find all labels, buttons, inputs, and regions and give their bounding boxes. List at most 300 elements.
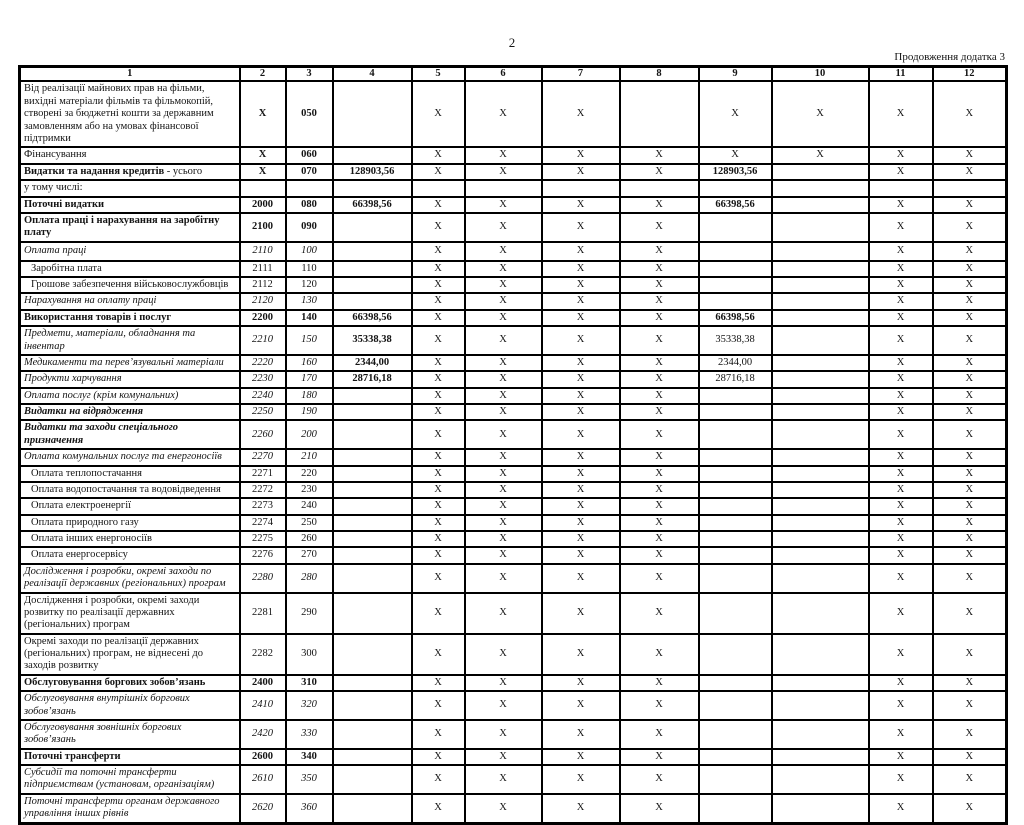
empty-cell — [772, 720, 869, 749]
x-mark-cell: X — [465, 749, 542, 765]
x-mark-cell: X — [542, 593, 620, 634]
line-code-cell: 330 — [286, 720, 333, 749]
x-mark-cell: X — [620, 355, 699, 371]
table-row — [20, 634, 1007, 675]
kekv-code-cell: 2275 — [240, 531, 286, 547]
x-mark-cell: X — [465, 420, 542, 449]
x-mark-cell: X — [465, 293, 542, 309]
x-mark-cell: X — [542, 355, 620, 371]
x-mark-cell: X — [620, 634, 699, 675]
empty-cell — [699, 293, 772, 309]
x-mark-cell: X — [465, 498, 542, 514]
x-mark-cell: X — [412, 261, 465, 277]
table-row — [20, 355, 1007, 371]
kekv-code-cell: 2281 — [240, 593, 286, 634]
row-label: Продукти харчування — [20, 371, 240, 387]
x-mark-cell: X — [542, 293, 620, 309]
table-row — [20, 261, 1007, 277]
table-row — [20, 498, 1007, 514]
row-label: Обслуговування боргових зобов’язань — [20, 675, 240, 691]
row-label: Оплата водопостачання та водовідведення — [20, 482, 240, 498]
kekv-code-cell: 2276 — [240, 547, 286, 563]
x-mark-cell: X — [465, 675, 542, 691]
x-mark-cell: X — [542, 147, 620, 163]
x-mark-cell: X — [869, 531, 933, 547]
x-mark-cell: X — [412, 466, 465, 482]
empty-cell — [699, 675, 772, 691]
x-mark-cell: X — [933, 261, 1007, 277]
x-mark-cell: X — [542, 388, 620, 404]
value-cell: 28716,18 — [699, 371, 772, 387]
x-mark-cell: X — [412, 675, 465, 691]
x-mark-cell: X — [620, 691, 699, 720]
x-mark-cell: X — [542, 547, 620, 563]
x-mark-cell: X — [620, 482, 699, 498]
row-label: Оплата інших енергоносіїв — [20, 531, 240, 547]
x-mark-cell: X — [869, 420, 933, 449]
x-mark-cell: X — [465, 765, 542, 794]
x-mark-cell: X — [542, 720, 620, 749]
empty-cell — [699, 242, 772, 261]
empty-cell — [772, 498, 869, 514]
x-mark-cell: X — [620, 720, 699, 749]
x-mark-cell: X — [542, 531, 620, 547]
table-row — [20, 404, 1007, 420]
x-mark-cell: X — [465, 326, 542, 355]
x-mark-cell: X — [933, 466, 1007, 482]
x-mark-cell: X — [933, 147, 1007, 163]
x-mark-cell: X — [620, 765, 699, 794]
x-mark-cell: X — [542, 564, 620, 593]
x-mark-cell: X — [542, 482, 620, 498]
empty-cell — [699, 531, 772, 547]
empty-cell — [772, 261, 869, 277]
line-code-cell: 060 — [286, 147, 333, 163]
table-row — [20, 515, 1007, 531]
empty-cell — [772, 634, 869, 675]
empty-cell — [699, 420, 772, 449]
x-mark-cell: X — [542, 794, 620, 823]
continuation-note: Продовження додатка 3 — [894, 51, 1005, 63]
x-mark-cell: X — [933, 675, 1007, 691]
value-cell: 2344,00 — [333, 355, 412, 371]
x-mark-cell: X — [465, 593, 542, 634]
x-mark-cell: X — [933, 482, 1007, 498]
x-mark-cell: X — [465, 564, 542, 593]
x-mark-cell: X — [933, 794, 1007, 823]
x-mark-cell: X — [933, 720, 1007, 749]
empty-cell — [772, 691, 869, 720]
empty-cell — [333, 242, 412, 261]
table-row — [20, 326, 1007, 355]
empty-cell — [699, 213, 772, 242]
line-code-cell: 050 — [286, 81, 333, 147]
x-mark-cell: X — [465, 691, 542, 720]
empty-cell — [699, 794, 772, 823]
table-row — [20, 593, 1007, 634]
empty-cell — [699, 634, 772, 675]
x-mark-cell: X — [412, 293, 465, 309]
x-mark-cell: X — [869, 371, 933, 387]
empty-cell — [772, 213, 869, 242]
x-mark-cell: X — [869, 242, 933, 261]
empty-cell — [772, 593, 869, 634]
row-label: Використання товарів і послуг — [20, 310, 240, 326]
x-mark-cell: X — [412, 749, 465, 765]
empty-cell — [333, 531, 412, 547]
empty-cell — [620, 180, 699, 196]
x-mark-cell: X — [933, 404, 1007, 420]
x-mark-cell: X — [620, 371, 699, 387]
kekv-code-cell: 2250 — [240, 404, 286, 420]
x-mark-cell: X — [412, 404, 465, 420]
page-number: 2 — [508, 35, 516, 50]
table-row — [20, 277, 1007, 293]
table-row — [20, 765, 1007, 794]
x-mark-cell: X — [869, 749, 933, 765]
x-mark-cell: X — [542, 310, 620, 326]
table-row — [20, 691, 1007, 720]
x-mark-cell: X — [412, 482, 465, 498]
line-code-cell: 140 — [286, 310, 333, 326]
x-mark-cell: X — [412, 531, 465, 547]
line-code-cell: 100 — [286, 242, 333, 261]
x-mark-cell: X — [465, 197, 542, 213]
value-cell: 28716,18 — [333, 371, 412, 387]
row-label: Обслуговування зовнішніх боргових зобов’язань — [20, 720, 240, 749]
budget-table-body — [20, 81, 1007, 823]
table-row — [20, 794, 1007, 823]
empty-cell — [699, 765, 772, 794]
row-label: у тому числі: — [20, 180, 240, 196]
row-label: Поточні видатки — [20, 197, 240, 213]
row-label: Видатки на відрядження — [20, 404, 240, 420]
x-mark-cell: X — [620, 466, 699, 482]
kekv-code-cell: 2410 — [240, 691, 286, 720]
row-label: Оплата енергосервісу — [20, 547, 240, 563]
x-mark-cell: X — [620, 547, 699, 563]
row-label: Окремі заходи по реалізації державних (регіональних) програм, не віднесені до заходів розвитку — [20, 634, 240, 675]
x-mark-cell: X — [542, 449, 620, 465]
x-mark-cell: X — [542, 404, 620, 420]
table-row — [20, 388, 1007, 404]
empty-cell — [333, 147, 412, 163]
line-code-cell: 150 — [286, 326, 333, 355]
empty-cell — [333, 277, 412, 293]
kekv-code-cell: 2280 — [240, 564, 286, 593]
x-mark-cell: X — [465, 482, 542, 498]
x-mark-cell: X — [869, 293, 933, 309]
empty-cell — [699, 593, 772, 634]
empty-cell — [772, 242, 869, 261]
row-label: Оплата природного газу — [20, 515, 240, 531]
x-mark-cell: X — [620, 147, 699, 163]
empty-cell — [699, 749, 772, 765]
x-mark-cell: X — [869, 515, 933, 531]
row-label: Дослідження і розробки, окремі заходи по реалізації державних (регіональних) програм — [20, 564, 240, 593]
empty-cell — [772, 326, 869, 355]
x-mark-cell: X — [412, 420, 465, 449]
x-mark-cell: X — [869, 277, 933, 293]
kekv-code-cell: 2112 — [240, 277, 286, 293]
x-mark-cell: X — [869, 547, 933, 563]
x-mark-cell: X — [933, 515, 1007, 531]
empty-cell — [542, 180, 620, 196]
line-code-cell: 260 — [286, 531, 333, 547]
empty-cell — [772, 482, 869, 498]
empty-cell — [772, 197, 869, 213]
line-code-cell: 130 — [286, 293, 333, 309]
x-mark-cell: X — [869, 564, 933, 593]
line-code-cell: 360 — [286, 794, 333, 823]
column-number-cell: 9 — [699, 67, 772, 82]
row-label: Від реалізації майнових прав на фільми, вихідні матеріали фільмів та фільмокопій, створені за бюджетні кошти за державним замовленням або на умовах фінансової підтримки — [20, 81, 240, 147]
x-mark-cell: X — [620, 197, 699, 213]
kekv-code-cell: 2271 — [240, 466, 286, 482]
x-mark-cell: X — [869, 634, 933, 675]
x-mark-cell: X — [620, 564, 699, 593]
kekv-code-cell: 2273 — [240, 498, 286, 514]
x-mark-cell: X — [869, 326, 933, 355]
line-code-cell: 250 — [286, 515, 333, 531]
value-cell: 35338,38 — [333, 326, 412, 355]
empty-cell — [699, 277, 772, 293]
x-mark-cell: X — [869, 466, 933, 482]
x-mark-cell: X — [620, 420, 699, 449]
x-mark-cell: X — [933, 277, 1007, 293]
x-mark-cell: X — [412, 388, 465, 404]
kekv-code-cell: 2282 — [240, 634, 286, 675]
value-cell: 128903,56 — [333, 164, 412, 180]
empty-cell — [772, 564, 869, 593]
budget-table — [18, 65, 1008, 825]
x-mark-cell: X — [933, 765, 1007, 794]
empty-cell — [699, 720, 772, 749]
value-cell: 66398,56 — [333, 310, 412, 326]
empty-cell — [333, 515, 412, 531]
x-mark-cell: X — [620, 794, 699, 823]
x-mark-cell: X — [542, 164, 620, 180]
x-mark-cell: X — [933, 498, 1007, 514]
kekv-code-cell — [240, 180, 286, 196]
line-code-cell: 350 — [286, 765, 333, 794]
column-number-cell: 6 — [465, 67, 542, 82]
x-mark-cell: X — [869, 449, 933, 465]
table-row — [20, 531, 1007, 547]
column-number-cell: 5 — [412, 67, 465, 82]
column-number-cell: 11 — [869, 67, 933, 82]
x-mark-cell: X — [699, 147, 772, 163]
kekv-code-cell: 2000 — [240, 197, 286, 213]
x-mark-cell: X — [465, 404, 542, 420]
value-cell: 35338,38 — [699, 326, 772, 355]
empty-cell — [333, 81, 412, 147]
x-mark-cell: X — [412, 277, 465, 293]
row-label: Медикаменти та перев’язувальні матеріали — [20, 355, 240, 371]
table-row — [20, 466, 1007, 482]
x-mark-cell: X — [869, 765, 933, 794]
x-mark-cell: X — [620, 326, 699, 355]
column-number-cell: 7 — [542, 67, 620, 82]
x-mark-cell: X — [869, 593, 933, 634]
x-mark-cell: X — [869, 261, 933, 277]
x-mark-cell: X — [933, 326, 1007, 355]
table-row — [20, 564, 1007, 593]
empty-cell — [465, 180, 542, 196]
x-mark-cell: X — [933, 420, 1007, 449]
table-row — [20, 749, 1007, 765]
x-mark-cell: X — [412, 634, 465, 675]
line-code-cell: 300 — [286, 634, 333, 675]
x-mark-cell: X — [542, 466, 620, 482]
x-mark-cell: X — [869, 355, 933, 371]
row-label: Предмети, матеріали, обладнання та інвентар — [20, 326, 240, 355]
row-label: Грошове забезпечення військовослужбовців — [20, 277, 240, 293]
x-mark-cell: X — [933, 242, 1007, 261]
empty-cell — [772, 371, 869, 387]
table-row — [20, 242, 1007, 261]
x-mark-cell: X — [869, 388, 933, 404]
empty-cell — [620, 81, 699, 147]
empty-cell — [772, 749, 869, 765]
kekv-code-cell: 2270 — [240, 449, 286, 465]
x-mark-cell: X — [869, 691, 933, 720]
empty-cell — [772, 547, 869, 563]
x-mark-cell: X — [620, 449, 699, 465]
x-mark-cell: X — [412, 720, 465, 749]
value-cell: 66398,56 — [699, 310, 772, 326]
x-mark-cell: X — [620, 515, 699, 531]
kekv-code-cell: 2600 — [240, 749, 286, 765]
x-mark-cell: X — [542, 515, 620, 531]
value-cell: 2344,00 — [699, 355, 772, 371]
column-number-cell: 8 — [620, 67, 699, 82]
kekv-code-cell: 2220 — [240, 355, 286, 371]
x-mark-cell: X — [933, 81, 1007, 147]
x-mark-cell: X — [542, 261, 620, 277]
empty-cell — [772, 449, 869, 465]
empty-cell — [772, 531, 869, 547]
x-mark-cell: X — [465, 164, 542, 180]
kekv-code-cell: 2272 — [240, 482, 286, 498]
row-label: Оплата теплопостачання — [20, 466, 240, 482]
x-mark-cell: X — [869, 498, 933, 514]
x-mark-cell: X — [933, 634, 1007, 675]
kekv-code-cell: 2100 — [240, 213, 286, 242]
empty-cell — [333, 420, 412, 449]
empty-cell — [699, 404, 772, 420]
line-code-cell: 230 — [286, 482, 333, 498]
empty-cell — [772, 420, 869, 449]
empty-cell — [333, 720, 412, 749]
x-mark-cell: X — [620, 675, 699, 691]
x-mark-cell: X — [933, 355, 1007, 371]
kekv-code-cell: 2230 — [240, 371, 286, 387]
empty-cell — [333, 482, 412, 498]
table-row — [20, 164, 1007, 180]
x-mark-cell: X — [542, 691, 620, 720]
row-label: Видатки та надання кредитів - усього — [20, 164, 240, 180]
table-row — [20, 310, 1007, 326]
empty-cell — [333, 180, 412, 196]
x-mark-cell: X — [412, 197, 465, 213]
x-mark-cell: X — [933, 310, 1007, 326]
empty-cell — [699, 564, 772, 593]
row-label: Поточні трансферти органам державного управління інших рівнів — [20, 794, 240, 823]
kekv-code-cell: 2420 — [240, 720, 286, 749]
empty-cell — [699, 691, 772, 720]
empty-cell — [699, 498, 772, 514]
x-mark-cell: X — [933, 691, 1007, 720]
row-label: Субсидії та поточні трансферти підприємствам (установам, організаціям) — [20, 765, 240, 794]
line-code-cell: 340 — [286, 749, 333, 765]
row-label: Дослідження і розробки, окремі заходи розвитку по реалізації державних (регіональних) програм — [20, 593, 240, 634]
kekv-code-cell: 2274 — [240, 515, 286, 531]
empty-cell — [933, 180, 1007, 196]
empty-cell — [333, 404, 412, 420]
x-mark-cell: X — [412, 213, 465, 242]
row-label: Фінансування — [20, 147, 240, 163]
empty-cell — [333, 794, 412, 823]
x-mark-cell: X — [412, 515, 465, 531]
empty-cell — [333, 449, 412, 465]
column-number-cell: 1 — [20, 67, 240, 82]
line-code-cell: 120 — [286, 277, 333, 293]
empty-cell — [772, 180, 869, 196]
kekv-code-cell: 2110 — [240, 242, 286, 261]
x-mark-cell: X — [412, 355, 465, 371]
x-mark-cell: X — [620, 277, 699, 293]
table-row — [20, 675, 1007, 691]
x-mark-cell: X — [869, 197, 933, 213]
row-label: Поточні трансферти — [20, 749, 240, 765]
empty-cell — [772, 515, 869, 531]
x-mark-cell: X — [869, 482, 933, 498]
kekv-code-cell: 2260 — [240, 420, 286, 449]
empty-cell — [333, 466, 412, 482]
x-mark-cell: X — [412, 371, 465, 387]
x-mark-cell: X — [412, 242, 465, 261]
empty-cell — [333, 765, 412, 794]
kekv-code-cell: X — [240, 164, 286, 180]
x-mark-cell: X — [620, 261, 699, 277]
x-mark-cell: X — [933, 547, 1007, 563]
column-number-cell: 10 — [772, 67, 869, 82]
x-mark-cell: X — [542, 197, 620, 213]
line-code-cell: 090 — [286, 213, 333, 242]
kekv-code-cell: 2620 — [240, 794, 286, 823]
x-mark-cell: X — [620, 293, 699, 309]
empty-cell — [699, 515, 772, 531]
x-mark-cell: X — [933, 371, 1007, 387]
x-mark-cell: X — [620, 749, 699, 765]
x-mark-cell: X — [465, 355, 542, 371]
x-mark-cell: X — [412, 326, 465, 355]
table-row — [20, 482, 1007, 498]
kekv-code-cell: 2111 — [240, 261, 286, 277]
kekv-code-cell: 2120 — [240, 293, 286, 309]
line-code-cell: 190 — [286, 404, 333, 420]
line-code-cell: 070 — [286, 164, 333, 180]
empty-cell — [699, 466, 772, 482]
line-code-cell — [286, 180, 333, 196]
line-code-cell: 280 — [286, 564, 333, 593]
x-mark-cell: X — [465, 81, 542, 147]
x-mark-cell: X — [465, 310, 542, 326]
column-number-cell: 2 — [240, 67, 286, 82]
empty-cell — [772, 794, 869, 823]
x-mark-cell: X — [620, 242, 699, 261]
